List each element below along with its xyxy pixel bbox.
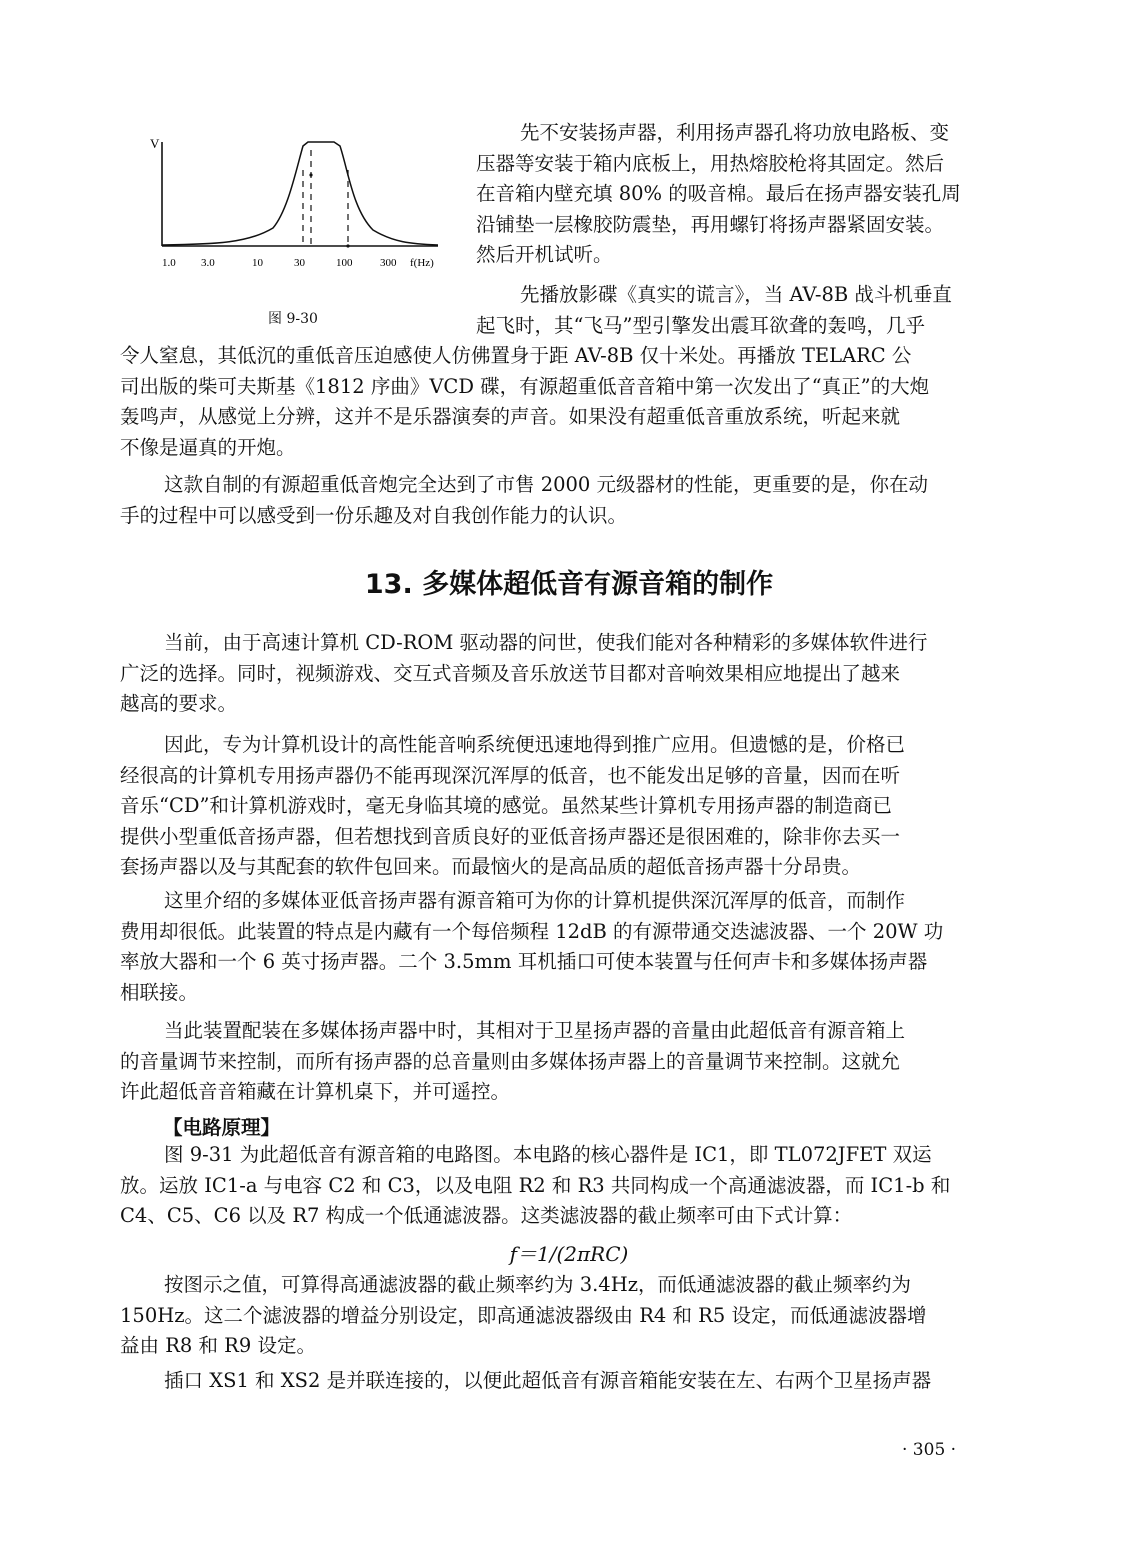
paragraph-7	[120, 1016, 1000, 1108]
text-line: 广泛的选择。同时，视频游戏、交互式音频及音乐放送节目都对音响效果相应地提出了越来	[120, 661, 901, 685]
text-line: C4、C5、C6 以及 R7 构成一个低通滤波器。这类滤波器的截止频率可由下式计算：	[120, 1204, 853, 1228]
section-title: 13. 多媒体超低音有源音箱的制作	[364, 569, 774, 600]
paragraph-2-bottom	[120, 341, 1000, 463]
paragraph-10	[120, 1366, 1000, 1397]
text-line: 沿铺垫一层橡胶防震垫，再用螺钉将扬声器紧固安装。	[476, 212, 945, 236]
frequency-response-figure	[148, 130, 458, 330]
text-line: 当前，由于高速计算机 CD-ROM 驱动器的问世，使我们能对各种精彩的多媒体软件进行	[164, 631, 928, 654]
text-line: 150Hz。这二个滤波器的增益分别设定，即高通滤波器级由 R4 和 R5 设定，而低通滤波器增	[120, 1303, 927, 1327]
curve-marker	[309, 173, 312, 176]
text-line: 先播放影碟《真实的谎言》，当 AV-8B 战斗机垂直	[520, 283, 952, 306]
paragraph-8	[120, 1140, 1000, 1232]
text-line: 许此超低音音箱藏在计算机桌下，并可遥控。	[120, 1080, 511, 1104]
text-line: 令人窒息，其低沉的重低音压迫感使人仿佛置身于距 AV-8B 仅十米处。再播放 TELARC 公	[120, 344, 912, 367]
subsection-heading: 【电路原理】	[163, 1116, 281, 1139]
text-line: 这里介绍的多媒体亚低音扬声器有源音箱可为你的计算机提供深沉浑厚的低音，而制作	[164, 889, 906, 912]
text-line: 手的过程中可以感受到一份乐趣及对自我创作能力的认识。	[120, 503, 628, 527]
figure-caption: 图 9-30	[268, 311, 318, 327]
text-line: 提供小型重低音扬声器，但若想找到音质良好的亚低音扬声器还是很困难的，除非你去买一	[120, 824, 901, 848]
text-line: 的音量调节来控制，而所有扬声器的总音量则由多媒体扬声器上的音量调节来控制。这就允	[120, 1049, 901, 1073]
text-line: 在音箱内壁充填 80% 的吸音棉。最后在扬声器安装孔周	[476, 182, 961, 206]
text-line: 起飞时，其“飞马”型引擎发出震耳欲聋的轰鸣，几乎	[476, 313, 925, 337]
y-axis-label: V	[150, 136, 160, 151]
x-tick-label: 30	[294, 257, 305, 269]
text-line: 按图示之值，可算得高通滤波器的截止频率约为 3.4Hz，而低通滤波器的截止频率约为	[164, 1273, 911, 1296]
text-line: 相联接。	[120, 980, 199, 1004]
paragraph-4	[120, 628, 1000, 720]
x-tick-label: 1.0	[162, 257, 176, 269]
text-line: 当此装置配装在多媒体扬声器中时，其相对于卫星扬声器的音量由此超低音有源音箱上	[164, 1019, 906, 1042]
text-line: 率放大器和一个 6 英寸扬声器。二个 3.5mm 耳机插口可使本装置与任何声卡和多媒体扬声器	[120, 950, 928, 974]
x-axis-unit: f(Hz)	[410, 257, 434, 269]
paragraph-3	[120, 470, 1000, 531]
paragraph-6	[120, 886, 1000, 1008]
x-tick-label: 10	[252, 257, 263, 269]
text-line: 然后开机试听。	[476, 243, 613, 267]
paragraph-5	[120, 730, 1000, 883]
x-tick-label: 3.0	[201, 257, 215, 269]
text-line: 费用却很低。此装置的特点是内藏有一个每倍频程 12dB 的有源带通交迭滤波器、一个 20W 功	[120, 919, 944, 943]
text-line: 图 9-31 为此超低音有源音箱的电路图。本电路的核心器件是 IC1，即 TL072JFET 双运	[164, 1143, 932, 1166]
paragraph-9	[120, 1270, 1000, 1362]
text-line: 轰鸣声，从感觉上分辨，这并不是乐器演奏的声音。如果没有超重低音重放系统，听起来就	[120, 405, 901, 429]
x-tick-label: 100	[336, 257, 353, 269]
response-curve	[162, 142, 438, 245]
text-line: 插口 XS1 和 XS2 是并联连接的，以便此超低音有源音箱能安装在左、右两个卫星扬声器	[164, 1369, 932, 1392]
text-line: 音乐“CD”和计算机游戏时，毫无身临其境的感觉。虽然某些计算机专用扬声器的制造商已	[120, 794, 892, 818]
page-number: · 305 ·	[902, 1440, 957, 1460]
text-line: 这款自制的有源超重低音炮完全达到了市售 2000 元级器材的性能，更重要的是，你在动	[164, 473, 929, 496]
text-line: 因此，专为计算机设计的高性能音响系统便迅速地得到推广应用。但遗憾的是，价格已	[164, 733, 906, 756]
x-tick-label: 300	[380, 257, 397, 269]
text-line: 司出版的柴可夫斯基《1812 序曲》VCD 碟，有源超重低音音箱中第一次发出了“真正”的大炮	[120, 374, 930, 398]
text-line: 不像是逼真的开炮。	[120, 435, 296, 459]
paragraph-2-top	[476, 280, 998, 341]
frequency-response-plot	[148, 130, 458, 330]
text-line: 套扬声器以及与其配套的软件包回来。而最恼火的是高品质的超低音扬声器十分昂贵。	[120, 855, 862, 879]
text-line: 益由 R8 和 R9 设定。	[120, 1334, 316, 1358]
text-line: 压器等安装于箱内底板上，用热熔胶枪将其固定。然后	[476, 151, 945, 175]
paragraph-1	[476, 118, 998, 271]
text-line: 经很高的计算机专用扬声器仍不能再现深沉浑厚的低音，也不能发出足够的音量，因而在听	[120, 763, 901, 787]
text-line: 先不安装扬声器，利用扬声器孔将功放电路板、变	[520, 121, 950, 144]
text-line: 放。运放 IC1-a 与电容 C2 和 C3，以及电阻 R2 和 R3 共同构成一个高通滤波器，而 IC1-b 和	[120, 1173, 951, 1197]
cutoff-formula: f＝1/(2πRC)	[509, 1242, 629, 1266]
text-line: 越高的要求。	[120, 692, 238, 716]
curve-marker	[346, 244, 349, 247]
